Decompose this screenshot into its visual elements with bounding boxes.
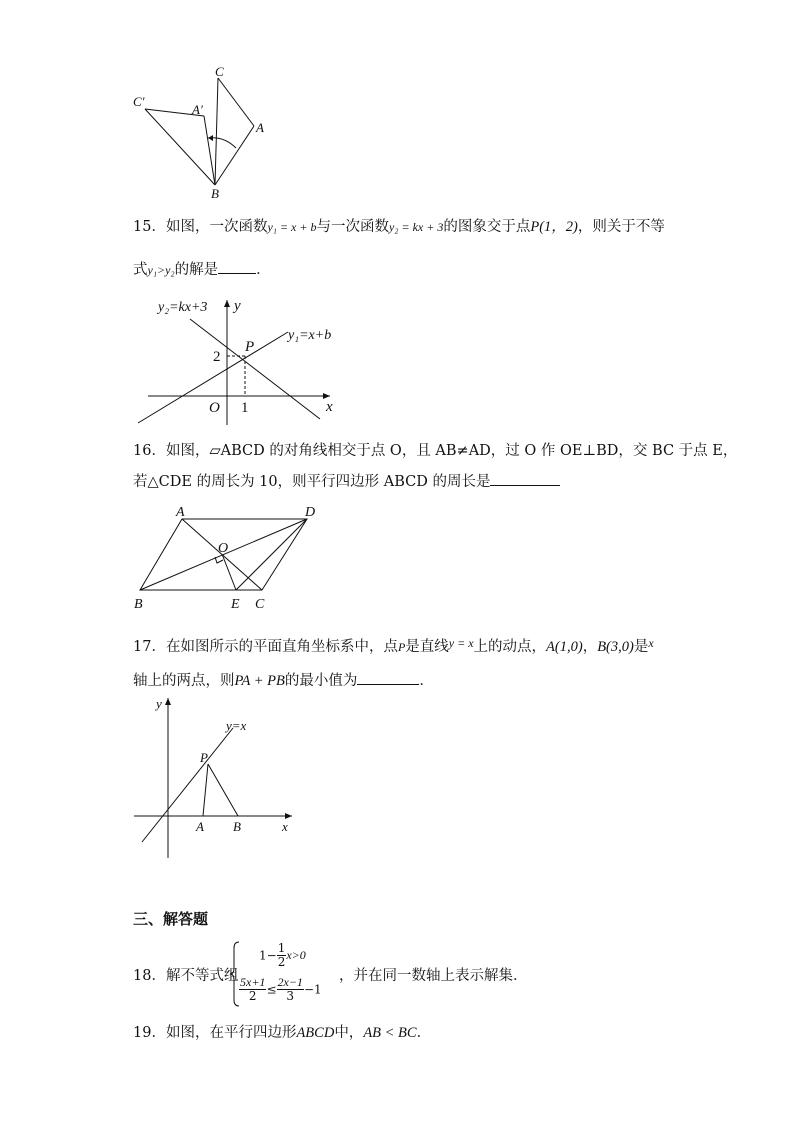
q17-point-b: B(3,0) (597, 639, 634, 655)
question-15-number: 15． (133, 219, 166, 235)
label-a: A (256, 120, 264, 135)
q15-y2-expr: y₂ = kx + 3 (388, 220, 444, 234)
label-line: y=x (226, 718, 247, 733)
q17-text-3: 上的动点， (473, 639, 547, 655)
label-y2: y₂=kx+3 (158, 300, 208, 315)
q17-line-2a: 轴上的两点，则 (133, 673, 235, 689)
parallelogram-figure (130, 502, 330, 614)
question-19 (133, 1023, 431, 1043)
q18-frac-1-num: 1 (277, 941, 286, 955)
section-title: 三、解答题 (133, 910, 209, 928)
q17-text-4: 是 (633, 639, 649, 655)
question-19-number: 19． (133, 1025, 166, 1041)
q19-abcd: ABCD (296, 1025, 335, 1041)
q19-text-2: 中， (334, 1025, 364, 1041)
q18-frac-3 (277, 976, 304, 1003)
answer-blank-16 (490, 471, 560, 486)
label-e: E (231, 597, 240, 612)
q15-text-2: 与一次函数 (316, 219, 389, 235)
answer-blank-17 (357, 670, 419, 685)
question-16-line-2 (133, 471, 560, 492)
q17-line-2b: 的最小值为 (284, 673, 358, 689)
label-d: D (305, 505, 316, 520)
q17-graph (130, 692, 300, 862)
q18-number: 18．解不等式组 (133, 968, 239, 984)
label-c: C (215, 64, 224, 79)
question-16-line-1 (133, 441, 737, 461)
q18-inequality-2 (239, 976, 322, 1003)
q17-text-2: 是直线 (405, 639, 449, 655)
q17-text-1: 在如图所示的平面直角坐标系中，点 (165, 639, 398, 655)
q15-graph (130, 292, 345, 427)
answer-blank-15 (218, 259, 256, 274)
rotation-figure (128, 62, 278, 202)
q18-frac-3-num: 2x−1 (277, 975, 303, 989)
q17-line-expr: y = x (448, 636, 474, 650)
q17-point-a: A(1,0) (546, 639, 583, 655)
label-x-axis: x (326, 399, 333, 415)
q18-minus1: −1 (303, 982, 322, 997)
q15-text-1: 如图，一次函数 (165, 219, 268, 235)
question-15-line-1 (133, 217, 665, 237)
label-y-axis: y (156, 696, 162, 711)
q15-inequality: y₁>y₂ (147, 263, 175, 277)
question-16-number: 16． (133, 443, 166, 459)
q17-p: P (397, 640, 406, 654)
q17-expr: PA + PB (234, 673, 285, 689)
q17-end: ． (419, 673, 434, 689)
question-17-line-1 (133, 633, 654, 657)
tick-2: 2 (213, 349, 221, 365)
label-b: B (211, 186, 219, 201)
q19-end: ． (416, 1025, 432, 1041)
label-a: A (196, 819, 204, 834)
q18-ineq1-head: 1− (259, 948, 277, 963)
label-a: A (176, 505, 185, 520)
question-17-number: 17． (133, 639, 166, 655)
label-a-prime: A′ (192, 102, 203, 117)
q15-point: P(1，2) (530, 219, 578, 235)
question-15-line-2 (133, 259, 271, 280)
label-b: B (134, 597, 143, 612)
q15-text-3: 的图象交于点 (443, 219, 531, 235)
q17-sep: ， (582, 639, 598, 655)
q17-x-var: x (648, 636, 654, 650)
q15-text-6: 的解是 (174, 262, 219, 278)
q15-text-4: ，则关于不等 (577, 219, 665, 235)
q18-frac-1-den: 2 (277, 955, 286, 969)
q18-frac-2-den: 2 (248, 989, 257, 1003)
q16-line-1: 如图，▱ABCD 的对角线相交于点 O，且 AB≠AD，过 O 作 OE⊥BD，交 BC 于点 E， (165, 443, 738, 459)
label-p: P (200, 750, 208, 765)
label-x-axis: x (282, 819, 288, 834)
tick-1: 1 (241, 400, 249, 416)
q15-text-5: 式 (133, 262, 148, 278)
q19-text-1: 如图，在平行四边形 (165, 1025, 297, 1041)
label-o: O (218, 541, 229, 556)
q18-frac-2 (239, 976, 266, 1003)
q18-tail: ，并在同一数轴上表示解集． (339, 968, 528, 984)
label-b: B (233, 819, 241, 834)
label-c-prime: C′ (133, 94, 145, 109)
q15-y1-expr: y₁ = x + b (267, 220, 317, 234)
q18-frac-3-den: 3 (286, 989, 295, 1003)
label-y1: y₁=x+b (288, 328, 332, 343)
q18-frac-1 (277, 942, 287, 969)
q19-inequality: AB < BC (363, 1025, 417, 1041)
q18-ineq1-tail: x>0 (286, 948, 306, 962)
q18-frac-2-num: 5x+1 (240, 975, 266, 989)
label-origin: O (209, 400, 220, 416)
label-c: C (255, 597, 265, 612)
question-18 (133, 938, 553, 1010)
q18-inequality-1 (259, 942, 306, 969)
q18-leq: ≤ (266, 982, 277, 997)
q15-end: ． (256, 262, 271, 278)
question-17-line-2 (133, 670, 434, 691)
q16-line-2: 若△CDE 的周长为 10，则平行四边形 ABCD 的周长是 (133, 474, 491, 490)
label-y-axis: y (234, 298, 241, 314)
label-p: P (245, 339, 255, 355)
